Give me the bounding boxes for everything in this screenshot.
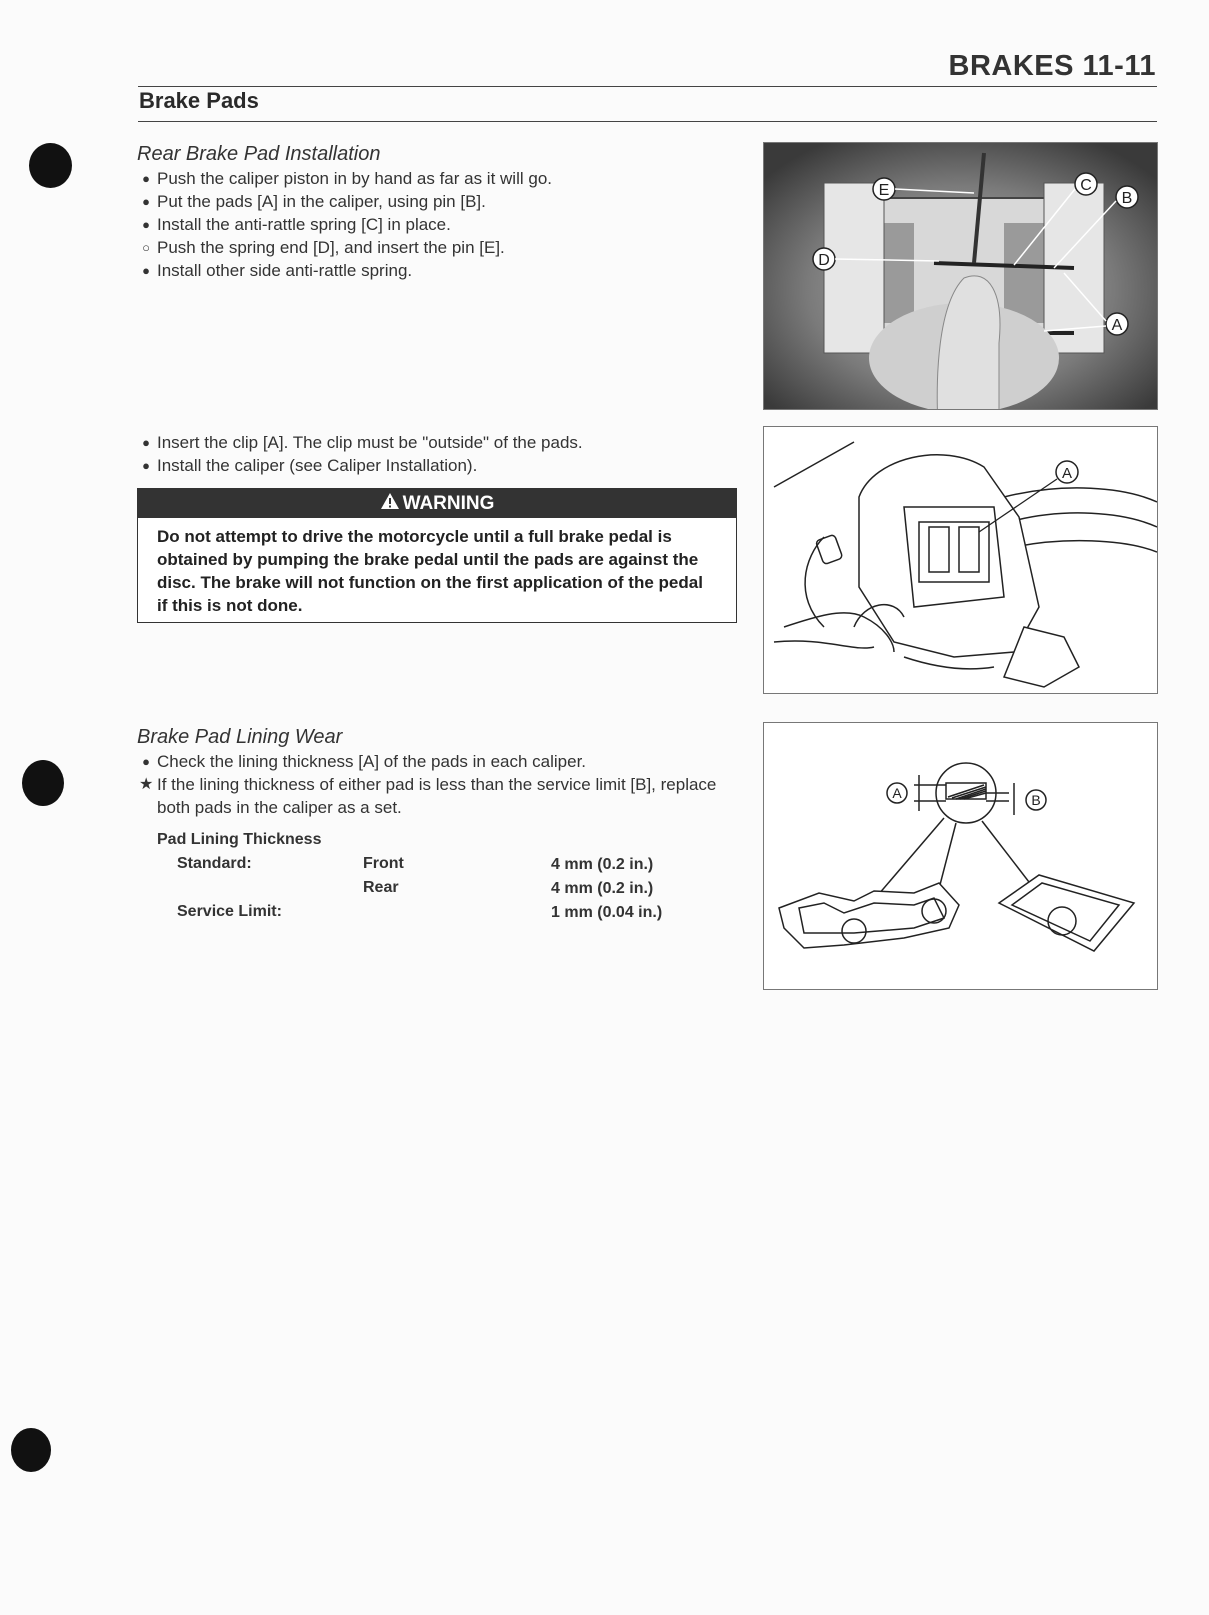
fig3-label-b: B [1031,792,1041,808]
binder-hole-bottom [11,1428,51,1472]
pad-lining-diagram [763,722,1158,990]
fig1-label-b: B [1121,190,1133,207]
spec-table-title: Pad Lining Thickness [157,831,322,848]
rear-install-heading: Rear Brake Pad Installation [137,143,381,165]
list-item [139,259,552,282]
bullet-marker: ○ [142,240,150,255]
spec-row-value: 4 mm (0.2 in.) [551,856,654,873]
page-header-title: BRAKES 11-11 [948,50,1156,82]
lining-wear-heading: Brake Pad Lining Wear [137,726,343,748]
fig1-label-c: C [1080,177,1092,194]
caliper-clip-drawing [763,426,1158,694]
warning-box [137,488,737,623]
bullet-marker: ● [142,458,150,473]
fig1-label-e: E [878,182,890,199]
list-item [139,167,552,190]
bullet-marker: ● [142,263,150,278]
step-text: If the lining thickness of either pad is less than the service limit [B], replace both pads in the caliper as a set. [157,775,717,817]
section-title: Brake Pads [139,88,259,113]
fig1-label-a: A [1111,317,1123,334]
spec-row-sub: Front [363,855,404,872]
bullet-marker: ● [142,435,150,450]
list-item [139,750,737,773]
step-text: Install the caliper (see Caliper Installation). [157,456,478,475]
bullet-marker: ● [142,194,150,209]
warning-header [138,489,736,518]
step-text: Install other side anti-rattle spring. [157,261,413,280]
step-text: Push the caliper piston in by hand as far as it will go. [157,169,552,188]
spec-row-value: 4 mm (0.2 in.) [551,880,654,897]
step-text: Install the anti-rattle spring [C] in place. [157,215,451,234]
section-rule [138,121,1157,122]
star-marker: ★ [139,776,154,793]
step-text: Put the pads [A] in the caliper, using pin [B]. [157,192,486,211]
list-item [139,190,552,213]
step-text: Push the spring end [D], and insert the pin [E]. [157,238,505,257]
list-item [139,431,583,454]
spec-row-label: Service Limit: [177,903,282,920]
fig1-label-d: D [818,252,830,269]
warning-title: WARNING [402,492,495,514]
binder-hole-middle [22,760,64,806]
rear-install-steps [139,167,552,282]
list-item [139,454,583,477]
clip-install-steps [139,431,583,477]
binder-hole-top [29,143,72,188]
list-item [139,773,737,819]
spec-row-label: Standard: [177,855,252,872]
fig3-label-a: A [892,785,902,801]
warning-text: Do not attempt to drive the motorcycle until a full brake pedal is obtained by pumping the brake pedal until the pads are against the disc. The brake will not function on the first application of the pedal if this is not done. [157,527,703,615]
lining-wear-steps [139,750,737,819]
step-text: Check the lining thickness [A] of the pads in each caliper. [157,752,587,771]
bullet-marker: ● [142,754,150,769]
spec-row-sub: Rear [363,879,399,896]
warning-triangle-icon [380,492,400,516]
list-item [139,213,552,236]
fig2-label-a: A [1061,465,1073,482]
list-item [139,236,552,259]
bullet-marker: ● [142,217,150,232]
header-rule [138,86,1157,87]
caliper-pin-photo [763,142,1158,410]
spec-row-value: 1 mm (0.04 in.) [551,904,663,921]
bullet-marker: ● [142,171,150,186]
step-text: Insert the clip [A]. The clip must be "outside" of the pads. [157,433,583,452]
